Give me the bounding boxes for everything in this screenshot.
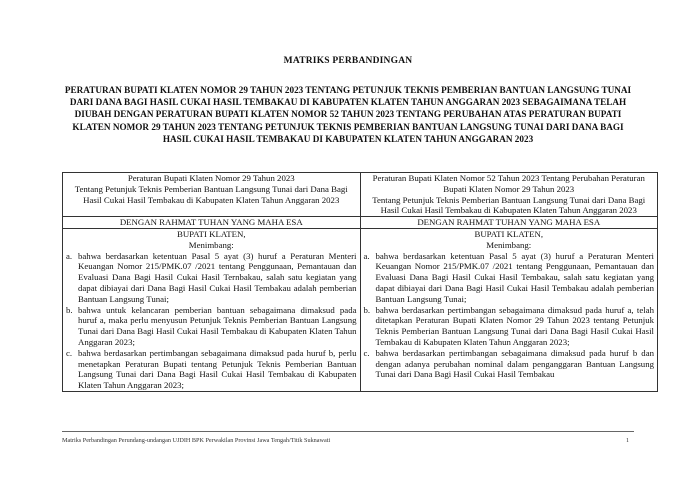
- left-header-line2: Tentang Petunjuk Teknis Pemberian Bantuan Langsung Tunai dari Dana Bagi Hasil Cukai Hasil Tembakau di Kabupaten Klaten Tahun Anggaran 2023: [74, 183, 348, 205]
- clause-label: a.: [363, 250, 370, 261]
- table-row-body: [63, 228, 658, 391]
- left-header-line1: Peraturan Bupati Klaten Nomor 29 Tahun 2023: [127, 173, 295, 183]
- left-clause-c: [66, 348, 357, 391]
- clause-text: bahwa berdasarkan ketentuan Pasal 5 ayat (3) huruf a Peraturan Menteri Keuangan Nomor 215/PMK.07 /2021 tentang Penggunaan, Pemantauan dan Evaluasi Dana Bagi Hasil Cukai Hasil Ternbakau, salah satu kegiatan yang dapat dibiayai dari Dana Bagi Hasil Cukai Hasil Tembakau adalah pemberian Bantuan Langsung Tunai;: [78, 250, 357, 304]
- table-header-row: [63, 173, 658, 217]
- right-clause-b: [364, 305, 655, 348]
- clause-text: bahwa berdasarkan pertimbangan sebagaimana dimaksud pada huruf a, telah ditetapkan Peraturan Bupati Klaten Nomor 29 Tahun 2023 tentang Petunjuk Teknis Pemberian Bantuan Langsung Tunai dari Dana Bagi Hasil Cukai Hasil Tembakau di Kabupaten Klaten Tahun Anggaran 2023;: [375, 304, 654, 347]
- right-bupati: BUPATI KLATEN,: [474, 228, 544, 239]
- clause-label: b.: [363, 304, 371, 315]
- document-subtitle: PERATURAN BUPATI KLATEN NOMOR 29 TAHUN 2023 TENTANG PETUNJUK TEKNIS PEMBERIAN BANTUAN LANGSUNG TUNAI DARI DANA BAGI HASIL CUKAI HASIL TEMBAKAU DI KABUPATEN KLATEN TAHUN ANGGARAN 2023 SEBAGAIMANA TELAH DIUBAH DENGAN PERATURAN BUPATI KLATEN NOMOR 52 TAHUN 2023 TENTANG PERUBAHAN ATAS PERATURAN BUPATI KLATEN NOMOR 29 TAHUN 2023 TENTANG PETUNJUK TEKNIS PEMBERIAN BANTUAN LANGSUNG TUNAI DARI DANA BAGI HASIL CUKAI HASIL TEMBAKAU DI KABUPATEN KLATEN TAHUN ANGGARAN 2023: [64, 85, 632, 144]
- right-header-line2: Tentang Petunjuk Teknis Pemberian Bantuan Langsung Tunai dari Dana Bagi Hasil Cukai Hasil Tembakau di Kabupaten Klaten Tahun Anggaran 2023: [372, 194, 646, 216]
- clause-label: c.: [66, 347, 73, 358]
- left-header-cell: [63, 173, 361, 217]
- right-rahmat: DENGAN RAHMAT TUHAN YANG MAHA ESA: [360, 217, 658, 229]
- right-clause-a: [364, 251, 655, 305]
- clause-text: bahwa berdasarkan pertimbangan sebagaimana dimaksud pada huruf b dan dengan adanya perubahan nominal dalam penganggaran Bantuan Langsung Tunai dari Dana Bagi Hasil Cukai Hasil Tembakau: [375, 347, 654, 380]
- clause-label: a.: [66, 250, 73, 261]
- page-number: 1: [626, 437, 630, 444]
- table-row-rahmat: [63, 217, 658, 229]
- left-bupati: BUPATI KLATEN,: [176, 228, 246, 239]
- right-body-cell: [360, 228, 658, 391]
- left-clause-b: [66, 305, 357, 348]
- left-body-cell: [63, 228, 361, 391]
- document-title: MATRIKS PERBANDINGAN: [283, 56, 413, 66]
- left-clause-a: [66, 251, 357, 305]
- clause-text: bahwa berdasarkan ketentuan Pasal 5 ayat (3) huruf a Peraturan Menteri Keuangan Nomor 215/PMK.07 /2021 tentang Penggunaan, Pemantauan dan Evaluasi Dana Bagi Hasil Cukai Hasil Tembakau, salah satu kegiatan yang dapat dibiayai dari Dana Bagi Hasil Cukai Hasil Tembakau adalah pemberian Bantuan Langsung Tunai;: [375, 250, 654, 304]
- footer-divider: [62, 431, 634, 432]
- right-clause-c: [364, 348, 655, 380]
- footer-text: Matriks Perbandingan Perundang-undangan UJDIH BPK Perwakilan Provinsi Jawa Tengah/Titik Suknawati: [62, 437, 331, 444]
- clause-text: bahwa untuk kelancaran pemberian bantuan sebagaimana dimaksud pada huruf a, maka perlu menyusun Petunjuk Teknis Pemberian Bantuan Langsung Tunai dari Dana Bagi Hasil Cukai Hasil Tembakau di Kabupaten Klaten Tahun Anggaran 2023;: [78, 304, 357, 347]
- clause-label: b.: [66, 304, 73, 315]
- right-menimbang-label: Menimbang:: [486, 239, 532, 250]
- right-header-cell: [360, 173, 658, 217]
- left-rahmat: DENGAN RAHMAT TUHAN YANG MAHA ESA: [63, 217, 361, 229]
- clause-label: c.: [363, 347, 370, 358]
- clause-text: bahwa berdasarkan pertimbangan sebagaimana dimaksud pada huruf b, perlu menetapkan Peraturan Bupati tentang Petunjuk Teknis Pemberian Bantuan Langsung Tunai dari Dana Bagi Hasil Cukai Hasil Tembakau di Kabupaten Klaten Tahun Anggaran 2023;: [78, 347, 357, 391]
- right-header-line1: Peraturan Bupati Klaten Nomor 52 Tahun 2023 Tentang Perubahan Peraturan Bupati Klaten Nomor 29 Tahun 2023: [372, 173, 645, 194]
- comparison-table: [62, 172, 658, 392]
- left-menimbang-label: Menimbang:: [188, 239, 234, 250]
